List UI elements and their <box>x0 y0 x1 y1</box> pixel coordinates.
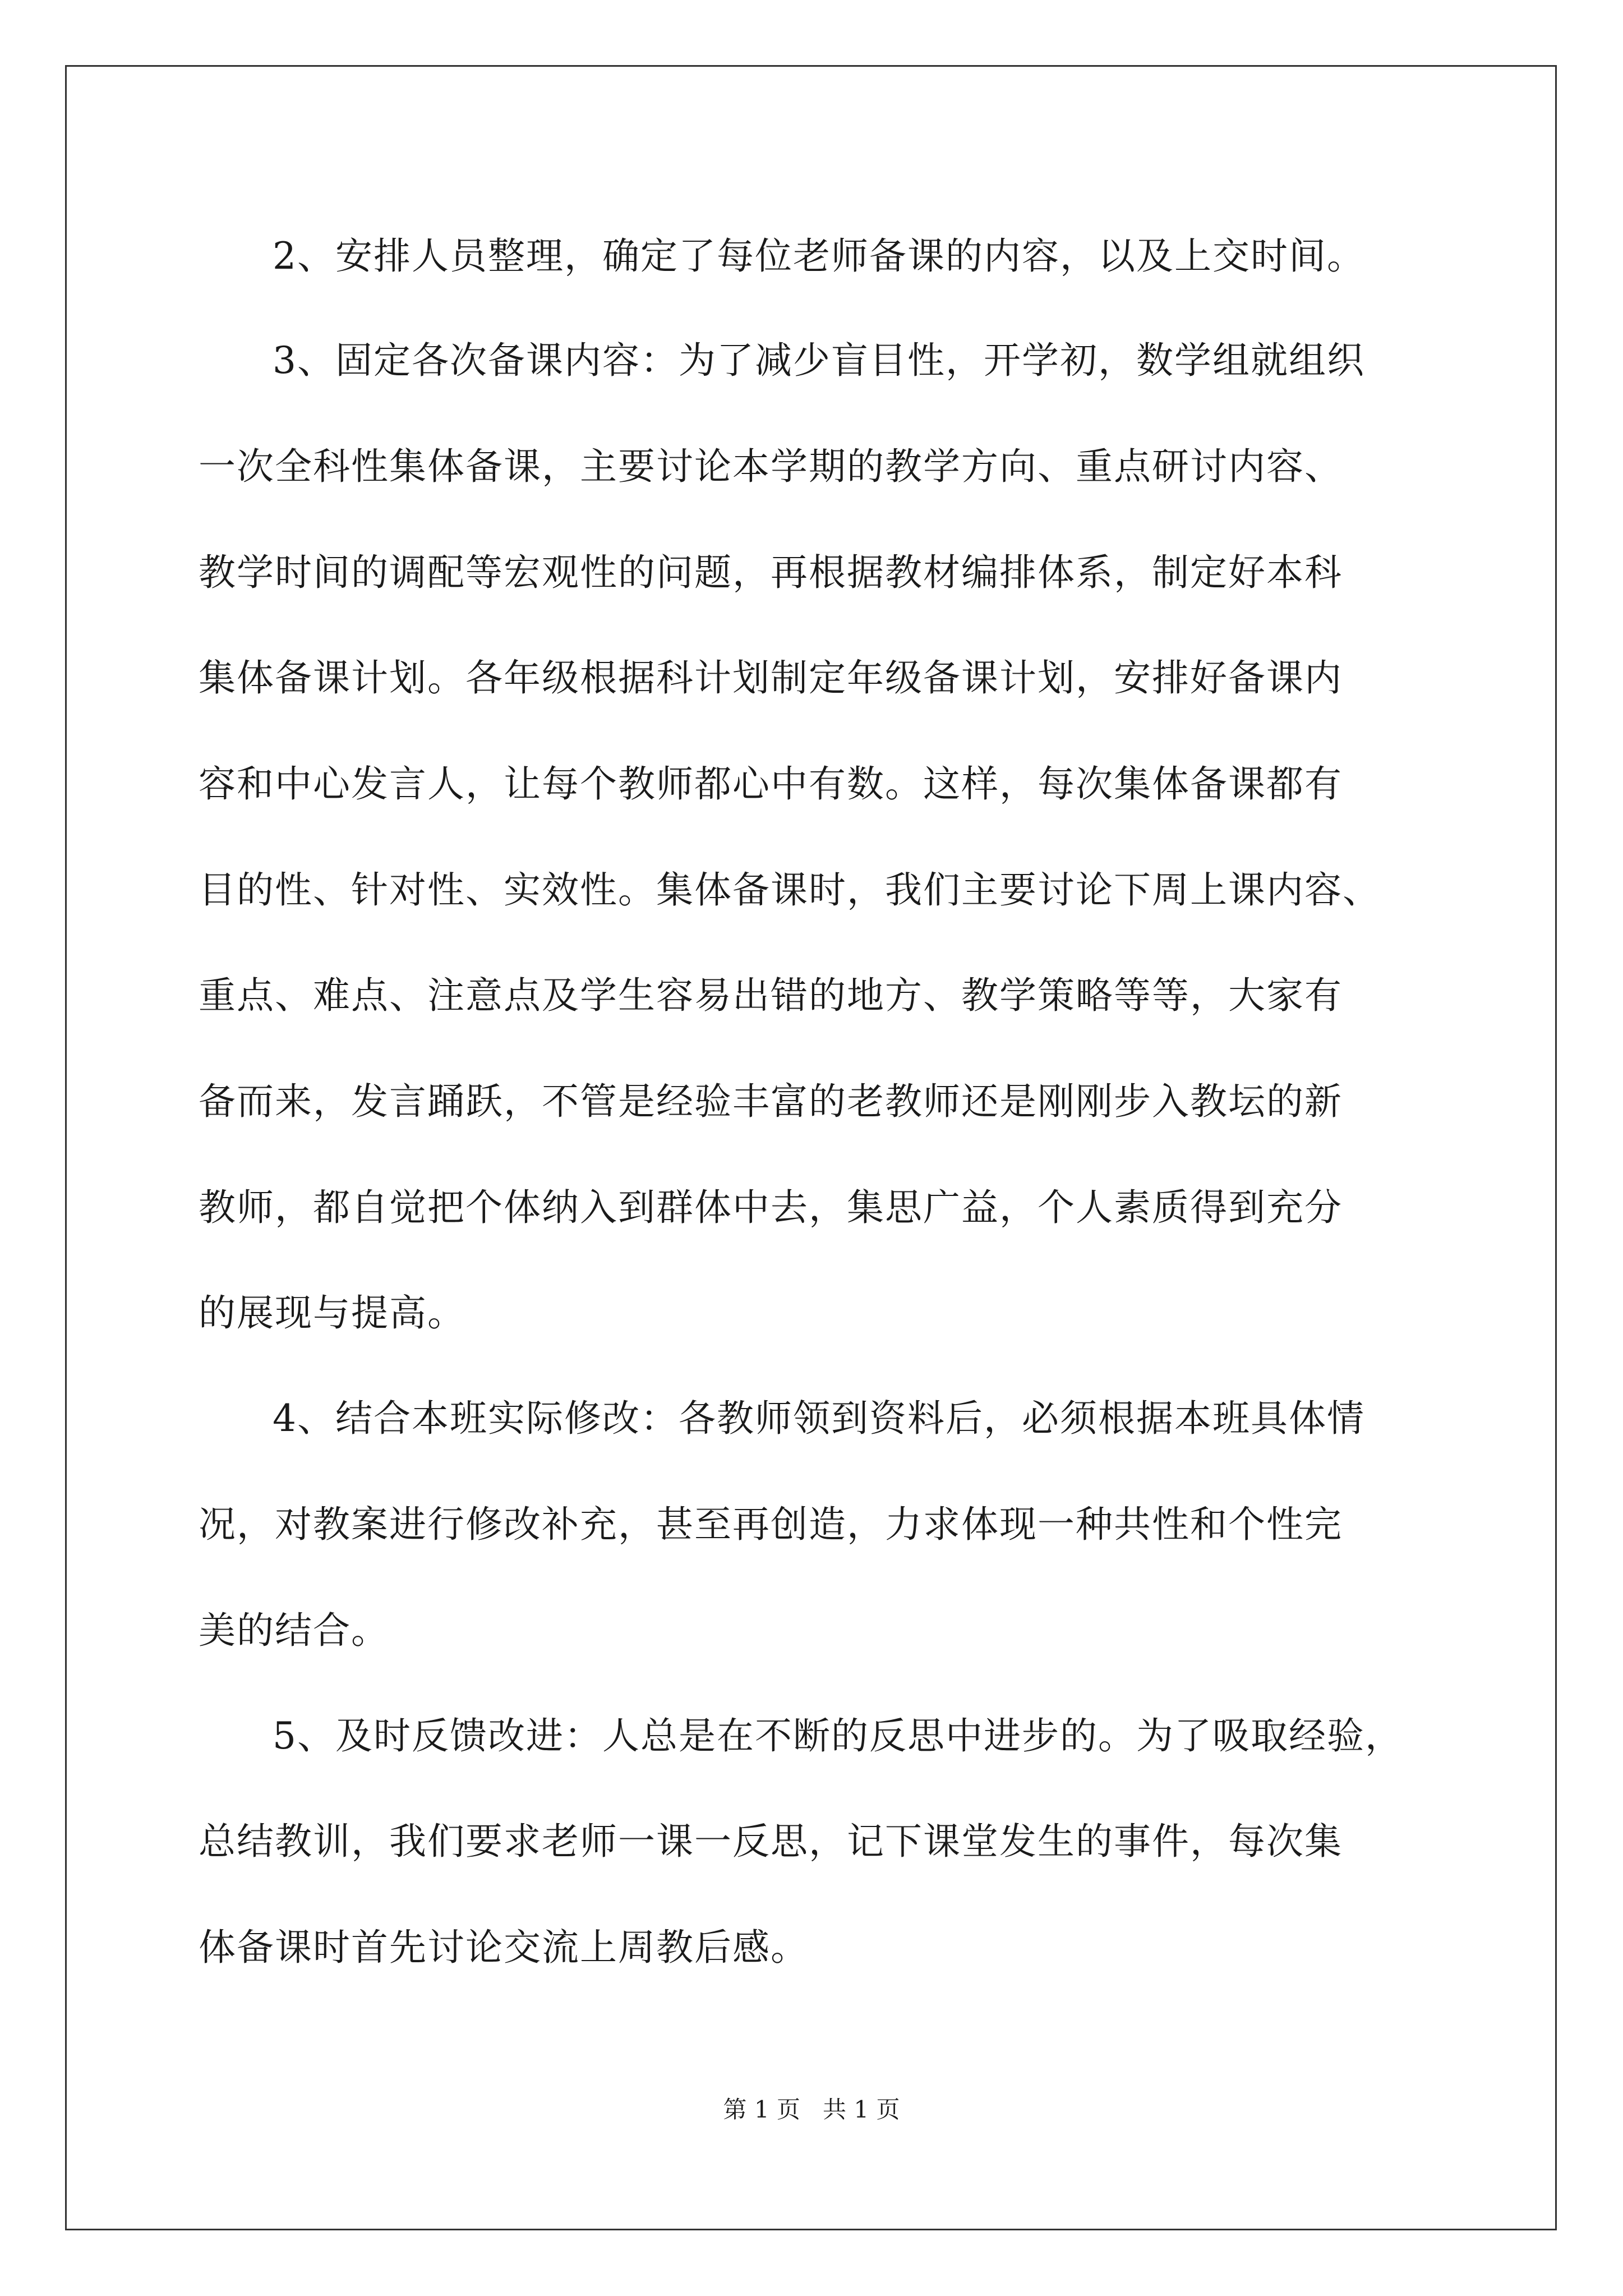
page-number-footer: 第 1 页 共 1 页 <box>723 2096 900 2123</box>
paragraph-4-line-3: 美的结合。 <box>199 1609 389 1652</box>
paragraph-4-line-1: 4、结合本班实际修改：各教师领到资料后，必须根据本班具体情 <box>273 1397 1365 1440</box>
paragraph-5-line-1: 5、及时反馈改进：人总是在不断的反思中进步的。为了吸取经验， <box>273 1714 1403 1757</box>
paragraph-5-line-3: 体备课时首先讨论交流上周教后感。 <box>199 1926 809 1969</box>
paragraph-3-line-1: 3、固定各次备课内容：为了减少盲目性，开学初，数学组就组织 <box>273 339 1365 382</box>
page-border <box>65 65 1557 2230</box>
paragraph-3-line-10: 的展现与提高。 <box>199 1291 465 1335</box>
paragraph-3-line-8: 备而来，发言踊跃，不管是经验丰富的老教师还是刚刚步入教坛的新 <box>199 1080 1343 1123</box>
paragraph-3-line-2: 一次全科性集体备课，主要讨论本学期的教学方向、重点研讨内容、 <box>199 445 1343 488</box>
paragraph-2-line-1: 2、安排人员整理，确定了每位老师备课的内容，以及上交时间。 <box>273 234 1365 278</box>
paragraph-3-line-5: 容和中心发言人，让每个教师都心中有数。这样，每次集体备课都有 <box>199 762 1343 806</box>
paragraph-3-line-7: 重点、难点、注意点及学生容易出错的地方、教学策略等等，大家有 <box>199 974 1343 1017</box>
paragraph-3-line-3: 教学时间的调配等宏观性的问题，再根据教材编排体系，制定好本科 <box>199 551 1343 594</box>
paragraph-5-line-2: 总结教训，我们要求老师一课一反思，记下课堂发生的事件，每次集 <box>199 1820 1343 1863</box>
paragraph-4-line-2: 况，对教案进行修改补充，甚至再创造，力求体现一种共性和个性完 <box>199 1503 1343 1546</box>
paragraph-3-line-9: 教师，都自觉把个体纳入到群体中去，集思广益，个人素质得到充分 <box>199 1186 1343 1229</box>
paragraph-3-line-6: 目的性、针对性、实效性。集体备课时，我们主要讨论下周上课内容、 <box>199 868 1381 912</box>
paragraph-3-line-4: 集体备课计划。各年级根据科计划制定年级备课计划，安排好备课内 <box>199 656 1343 700</box>
